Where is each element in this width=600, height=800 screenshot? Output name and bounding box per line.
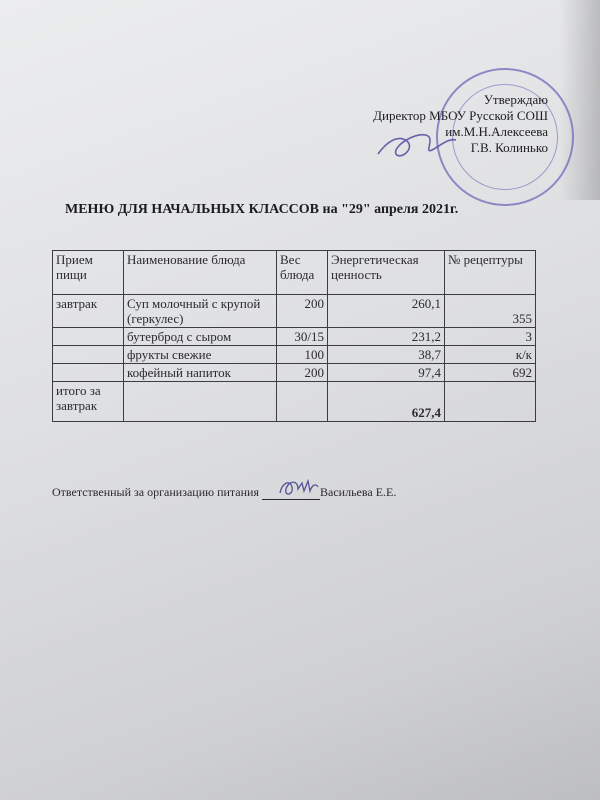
cell-weight: 30/15 — [277, 328, 328, 346]
responsible-label: Ответственный за организацию питания — [52, 485, 259, 499]
page-title: МЕНЮ ДЛЯ НАЧАЛЬНЫХ КЛАССОВ на "29" апреля 2021г. — [65, 202, 459, 217]
table-row — [53, 295, 536, 328]
cell-recipe: 3 — [445, 328, 536, 346]
responsible-name: Васильева Е.Е. — [320, 485, 397, 499]
cell-weight: 200 — [277, 364, 328, 382]
cell-energy: 231,2 — [328, 328, 445, 346]
cell-meal: завтрак — [53, 295, 124, 328]
header-weight: Вес блюда — [277, 251, 328, 295]
cell-energy: 97,4 — [328, 364, 445, 382]
cell-meal — [53, 328, 124, 346]
table-row — [53, 364, 536, 382]
header-dish: Наименование блюда — [124, 251, 277, 295]
total-row — [53, 382, 536, 422]
cell-dish: фрукты свежие — [124, 346, 277, 364]
cell-recipe: к/к — [445, 346, 536, 364]
responsible-signature — [276, 475, 320, 501]
table-header-row — [53, 251, 536, 295]
cell-weight: 200 — [277, 295, 328, 328]
header-meal: Прием пищи — [53, 251, 124, 295]
responsible-line — [52, 485, 396, 500]
menu-table — [52, 250, 536, 422]
header-recipe: № рецептуры — [445, 251, 536, 295]
table-row — [53, 346, 536, 364]
header-energy: Энергетическая ценность — [328, 251, 445, 295]
cell-meal — [53, 346, 124, 364]
cell-meal — [53, 364, 124, 382]
cell-recipe: 355 — [445, 295, 536, 328]
cell-dish: кофейный напиток — [124, 364, 277, 382]
approval-line-4: Г.В. Колинько — [470, 140, 548, 155]
cell-energy: 260,1 — [328, 295, 445, 328]
page-edge-shadow — [560, 0, 600, 200]
cell-energy: 38,7 — [328, 346, 445, 364]
cell-dish: бутерброд с сыром — [124, 328, 277, 346]
director-signature — [370, 120, 460, 170]
total-energy: 627,4 — [328, 382, 445, 422]
cell-weight: 100 — [277, 346, 328, 364]
approval-line-3: им.М.Н.Алексеева — [445, 124, 548, 139]
table-row — [53, 328, 536, 346]
total-label: итого за завтрак — [53, 382, 124, 422]
approval-line-1: Утверждаю — [483, 92, 548, 107]
cell-dish: Суп молочный с крупой (геркулес) — [124, 295, 277, 328]
approval-line-2: Директор МБОУ Русской СОШ — [373, 108, 548, 123]
cell-recipe: 692 — [445, 364, 536, 382]
signature-line — [262, 485, 320, 500]
